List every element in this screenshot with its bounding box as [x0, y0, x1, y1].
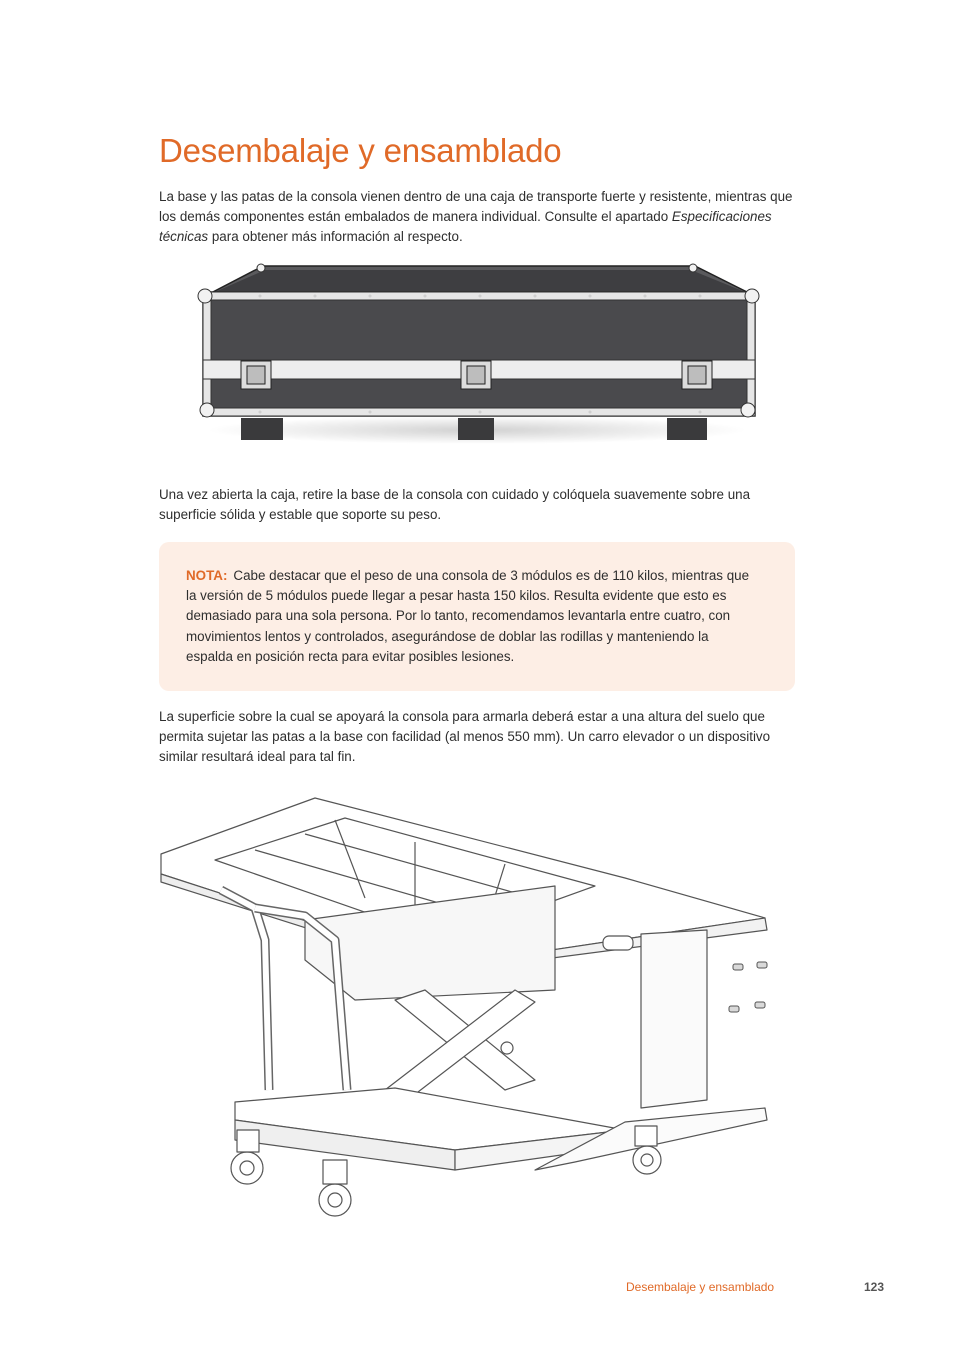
lift-cart-illustration [155, 790, 780, 1230]
note-text: Cabe destacar que el peso de una consola de 3 módulos es de 110 kilos, mientras que la versión de 5 módulos puede llegar a pesar hasta 150 kilos. Resulta evidente que esto es demasiado para una sola persona. Por lo tanto, recomendamos levantarla entre cuatro, con movimientos lentos y controlados, asegurándose de doblar las rodillas y manteniendo la espalda en posición recta para evitar posibles lesiones. [186, 568, 750, 664]
intro-text-end: para obtener más información al respecto. [208, 229, 463, 245]
transport-case-illustration [195, 258, 760, 446]
footer-section-title: Desembalaje y ensamblado [626, 1280, 775, 1294]
intro-paragraph [159, 187, 799, 248]
note-body [186, 566, 756, 667]
intro-text-start: La base y las patas de la consola vienen dentro de una caja de transporte fuerte y resistente, mientras que los demás componentes están embalados de manera individual. Consulte el apartado [159, 189, 793, 225]
page-number: 123 [864, 1280, 885, 1294]
note-label: NOTA: [186, 568, 228, 583]
surface-instruction: La superficie sobre la cual se apoyará la consola para armarla deberá estar a una altura del suelo que permita sujetar las patas a la base con facilidad (al menos 550 mm). Un carro elevador o un dispositivo similar resultará ideal para tal fin. [159, 709, 771, 765]
weight-note-callout [159, 542, 795, 691]
unpack-instruction: Una vez abierta la caja, retire la base de la consola con cuidado y colóquela suavemente sobre una superficie sólida y estable que soporte su peso. [159, 487, 751, 523]
specs-reference: Especificaciones técnicas [159, 209, 772, 245]
page-title: Desembalaje y ensamblado [159, 132, 562, 169]
